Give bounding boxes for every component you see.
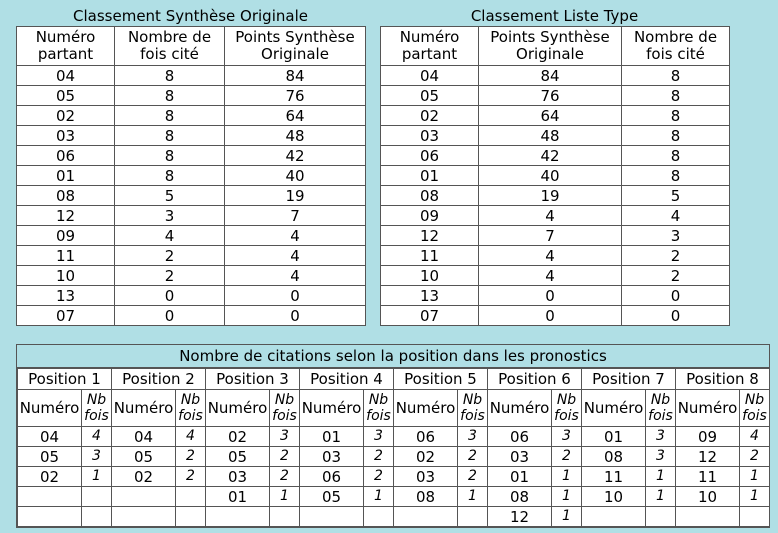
numero-cell: 06 [394,427,458,447]
nb-fois-cell: 1 [82,467,112,487]
table-cell: 06 [381,146,479,166]
table-cell: 08 [17,186,115,206]
numero-cell: 05 [300,487,364,507]
table-cell: 7 [479,226,622,246]
nb-fois-cell: 1 [552,507,582,527]
nb-fois-cell [176,507,206,527]
ranking-list-type-table [380,26,730,326]
table-row [17,86,366,106]
table-row [381,126,730,146]
numero-cell: 02 [394,447,458,467]
table-cell: 08 [381,186,479,206]
table-cell: 84 [479,66,622,86]
nb-fois-cell: 2 [364,467,394,487]
table-cell: 04 [381,66,479,86]
numero-cell: 02 [206,427,270,447]
numero-cell: 01 [300,427,364,447]
table-cell: 8 [115,166,225,186]
nb-fois-cell [740,507,770,527]
table-cell: 8 [622,66,730,86]
numero-cell [582,507,646,527]
position-header-6: Position 6 [488,369,582,390]
table-cell: 10 [17,266,115,286]
table-row [381,166,730,186]
nb-fois-cell: 2 [364,447,394,467]
numero-cell [300,507,364,527]
nb-fois-cell: 3 [270,427,300,447]
table-cell: 11 [381,246,479,266]
numero-cell: 05 [112,447,176,467]
nb-fois-cell: 4 [82,427,112,447]
nb-fois-subheader: Nb fois [646,390,676,427]
nb-fois-cell: 2 [552,447,582,467]
table-cell: 8 [115,66,225,86]
table-cell: 5 [622,186,730,206]
nb-fois-cell [176,487,206,507]
positions-table-block [16,344,770,528]
table-cell: 03 [381,126,479,146]
table-row [17,226,366,246]
table-cell: 13 [381,286,479,306]
header-numero: Numéro partant [17,27,115,66]
table-cell: 2 [115,246,225,266]
numero-cell: 03 [394,467,458,487]
table-cell: 40 [225,166,366,186]
nb-fois-cell [82,487,112,507]
table-row [381,306,730,326]
numero-cell: 08 [488,487,552,507]
table-row [17,166,366,186]
header-numero: Numéro partant [381,27,479,66]
nb-fois-cell: 2 [270,447,300,467]
table-row [17,306,366,326]
table-cell: 03 [17,126,115,146]
table-cell: 02 [17,106,115,126]
numero-cell: 06 [488,427,552,447]
numero-cell: 01 [206,487,270,507]
table-cell: 4 [479,206,622,226]
table-cell: 10 [381,266,479,286]
nb-fois-cell: 1 [270,487,300,507]
numero-cell: 03 [488,447,552,467]
table-cell: 4 [479,266,622,286]
nb-fois-cell [458,507,488,527]
table-cell: 8 [115,126,225,146]
table-row [381,206,730,226]
nb-fois-subheader: Nb fois [364,390,394,427]
nb-fois-cell: 2 [176,447,206,467]
numero-cell: 12 [488,507,552,527]
table-cell: 12 [381,226,479,246]
nb-fois-cell: 2 [458,447,488,467]
numero-cell [112,487,176,507]
table-cell: 05 [17,86,115,106]
nb-fois-cell: 1 [364,487,394,507]
position-header-7: Position 7 [582,369,676,390]
table-cell: 2 [622,246,730,266]
table-cell: 0 [115,286,225,306]
table-cell: 3 [622,226,730,246]
table-cell: 8 [622,86,730,106]
table-cell: 0 [479,306,622,326]
table-row [18,487,770,507]
table-cell: 2 [622,266,730,286]
table-cell: 5 [115,186,225,206]
nb-fois-cell: 1 [740,467,770,487]
numero-cell: 10 [676,487,740,507]
nb-fois-cell: 2 [270,467,300,487]
table-cell: 05 [381,86,479,106]
numero-cell: 11 [582,467,646,487]
header-nombre-cite: Nombre de fois cité [115,27,225,66]
numero-cell [206,507,270,527]
nb-fois-cell: 3 [646,427,676,447]
nb-fois-cell: 3 [82,447,112,467]
position-header-3: Position 3 [206,369,300,390]
table-cell: 0 [225,286,366,306]
numero-cell: 01 [582,427,646,447]
table-cell: 8 [115,146,225,166]
numero-cell [18,487,82,507]
ranking-original-table [16,26,366,326]
table-cell: 8 [622,146,730,166]
nb-fois-subheader: Nb fois [740,390,770,427]
numero-cell: 01 [488,467,552,487]
table-cell: 4 [225,266,366,286]
nb-fois-cell [82,507,112,527]
table-row [381,286,730,306]
position-header-4: Position 4 [300,369,394,390]
position-header-2: Position 2 [112,369,206,390]
table-row [381,66,730,86]
table-cell: 64 [225,106,366,126]
numero-subheader: Numéro [676,390,740,427]
numero-cell [394,507,458,527]
nb-fois-cell: 2 [176,467,206,487]
table-cell: 8 [622,106,730,126]
numero-cell: 04 [112,427,176,447]
table-cell: 84 [225,66,366,86]
numero-cell: 02 [18,467,82,487]
table-row [381,246,730,266]
table-cell: 07 [17,306,115,326]
table-row [18,427,770,447]
numero-cell [18,507,82,527]
ranking-original-table-block [16,6,365,326]
nb-fois-cell: 1 [646,467,676,487]
numero-cell: 12 [676,447,740,467]
numero-cell: 04 [18,427,82,447]
numero-cell [676,507,740,527]
table-cell: 42 [479,146,622,166]
table-row [381,226,730,246]
nb-fois-cell: 2 [740,447,770,467]
position-header-8: Position 8 [676,369,770,390]
table-row [17,206,366,226]
nb-fois-cell: 1 [458,487,488,507]
nb-fois-subheader: Nb fois [270,390,300,427]
table-cell: 19 [479,186,622,206]
header-points: Points Synthèse Originale [225,27,366,66]
table-row [17,66,366,86]
table-cell: 11 [17,246,115,266]
nb-fois-cell: 3 [646,447,676,467]
numero-subheader: Numéro [394,390,458,427]
table-row [381,86,730,106]
table-cell: 4 [225,226,366,246]
nb-fois-subheader: Nb fois [82,390,112,427]
numero-cell: 03 [300,447,364,467]
numero-subheader: Numéro [112,390,176,427]
numero-subheader: Numéro [488,390,552,427]
table-row [18,507,770,527]
table-row [381,146,730,166]
numero-subheader: Numéro [300,390,364,427]
table-cell: 0 [622,286,730,306]
table-row [17,146,366,166]
table-row [18,467,770,487]
nb-fois-cell: 4 [740,427,770,447]
table-cell: 12 [17,206,115,226]
position-header-1: Position 1 [18,369,112,390]
table-cell: 04 [17,66,115,86]
numero-cell: 05 [18,447,82,467]
header-nombre-cite: Nombre de fois cité [622,27,730,66]
table-cell: 06 [17,146,115,166]
table-cell: 8 [622,166,730,186]
positions-title: Nombre de citations selon la position dans les pronostics [17,345,769,368]
table-cell: 2 [115,266,225,286]
nb-fois-cell [364,507,394,527]
table-cell: 8 [115,86,225,106]
table-cell: 64 [479,106,622,126]
nb-fois-cell: 1 [646,487,676,507]
numero-cell [112,507,176,527]
numero-cell: 10 [582,487,646,507]
table-cell: 19 [225,186,366,206]
numero-subheader: Numéro [206,390,270,427]
table-cell: 13 [17,286,115,306]
numero-cell: 05 [206,447,270,467]
table-cell: 01 [17,166,115,186]
table-row [17,126,366,146]
numero-cell: 09 [676,427,740,447]
table-cell: 48 [479,126,622,146]
numero-cell: 08 [582,447,646,467]
numero-cell: 08 [394,487,458,507]
numero-subheader: Numéro [582,390,646,427]
table-row [381,266,730,286]
nb-fois-cell: 4 [176,427,206,447]
table-cell: 4 [225,246,366,266]
numero-cell: 11 [676,467,740,487]
ranking-original-title: Classement Synthèse Originale [73,7,308,25]
table-row [17,266,366,286]
nb-fois-subheader: Nb fois [552,390,582,427]
nb-fois-cell: 3 [458,427,488,447]
numero-cell: 02 [112,467,176,487]
nb-fois-cell: 3 [552,427,582,447]
table-cell: 4 [622,206,730,226]
nb-fois-cell [270,507,300,527]
table-cell: 3 [115,206,225,226]
header-points: Points Synthèse Originale [479,27,622,66]
ranking-list-type-title: Classement Liste Type [470,7,639,25]
table-cell: 8 [622,126,730,146]
table-cell: 76 [479,86,622,106]
numero-subheader: Numéro [18,390,82,427]
table-row [381,106,730,126]
ranking-list-type-table-block [380,6,729,326]
table-cell: 0 [479,286,622,306]
table-cell: 0 [622,306,730,326]
table-cell: 07 [381,306,479,326]
table-row [17,246,366,266]
table-cell: 7 [225,206,366,226]
table-cell: 09 [381,206,479,226]
table-cell: 4 [479,246,622,266]
table-cell: 09 [17,226,115,246]
nb-fois-cell: 3 [364,427,394,447]
nb-fois-cell: 1 [552,467,582,487]
table-cell: 4 [115,226,225,246]
table-row [17,106,366,126]
table-cell: 01 [381,166,479,186]
nb-fois-cell: 1 [740,487,770,507]
nb-fois-cell: 2 [458,467,488,487]
nb-fois-subheader: Nb fois [458,390,488,427]
nb-fois-cell [646,507,676,527]
table-cell: 76 [225,86,366,106]
table-cell: 0 [115,306,225,326]
table-cell: 40 [479,166,622,186]
positions-table [17,368,770,527]
table-cell: 02 [381,106,479,126]
table-cell: 48 [225,126,366,146]
table-row [18,447,770,467]
table-row [17,186,366,206]
table-cell: 8 [115,106,225,126]
nb-fois-subheader: Nb fois [176,390,206,427]
nb-fois-cell: 1 [552,487,582,507]
table-row [381,186,730,206]
table-cell: 42 [225,146,366,166]
numero-cell: 06 [300,467,364,487]
numero-cell: 03 [206,467,270,487]
table-row [17,286,366,306]
table-cell: 0 [225,306,366,326]
position-header-5: Position 5 [394,369,488,390]
